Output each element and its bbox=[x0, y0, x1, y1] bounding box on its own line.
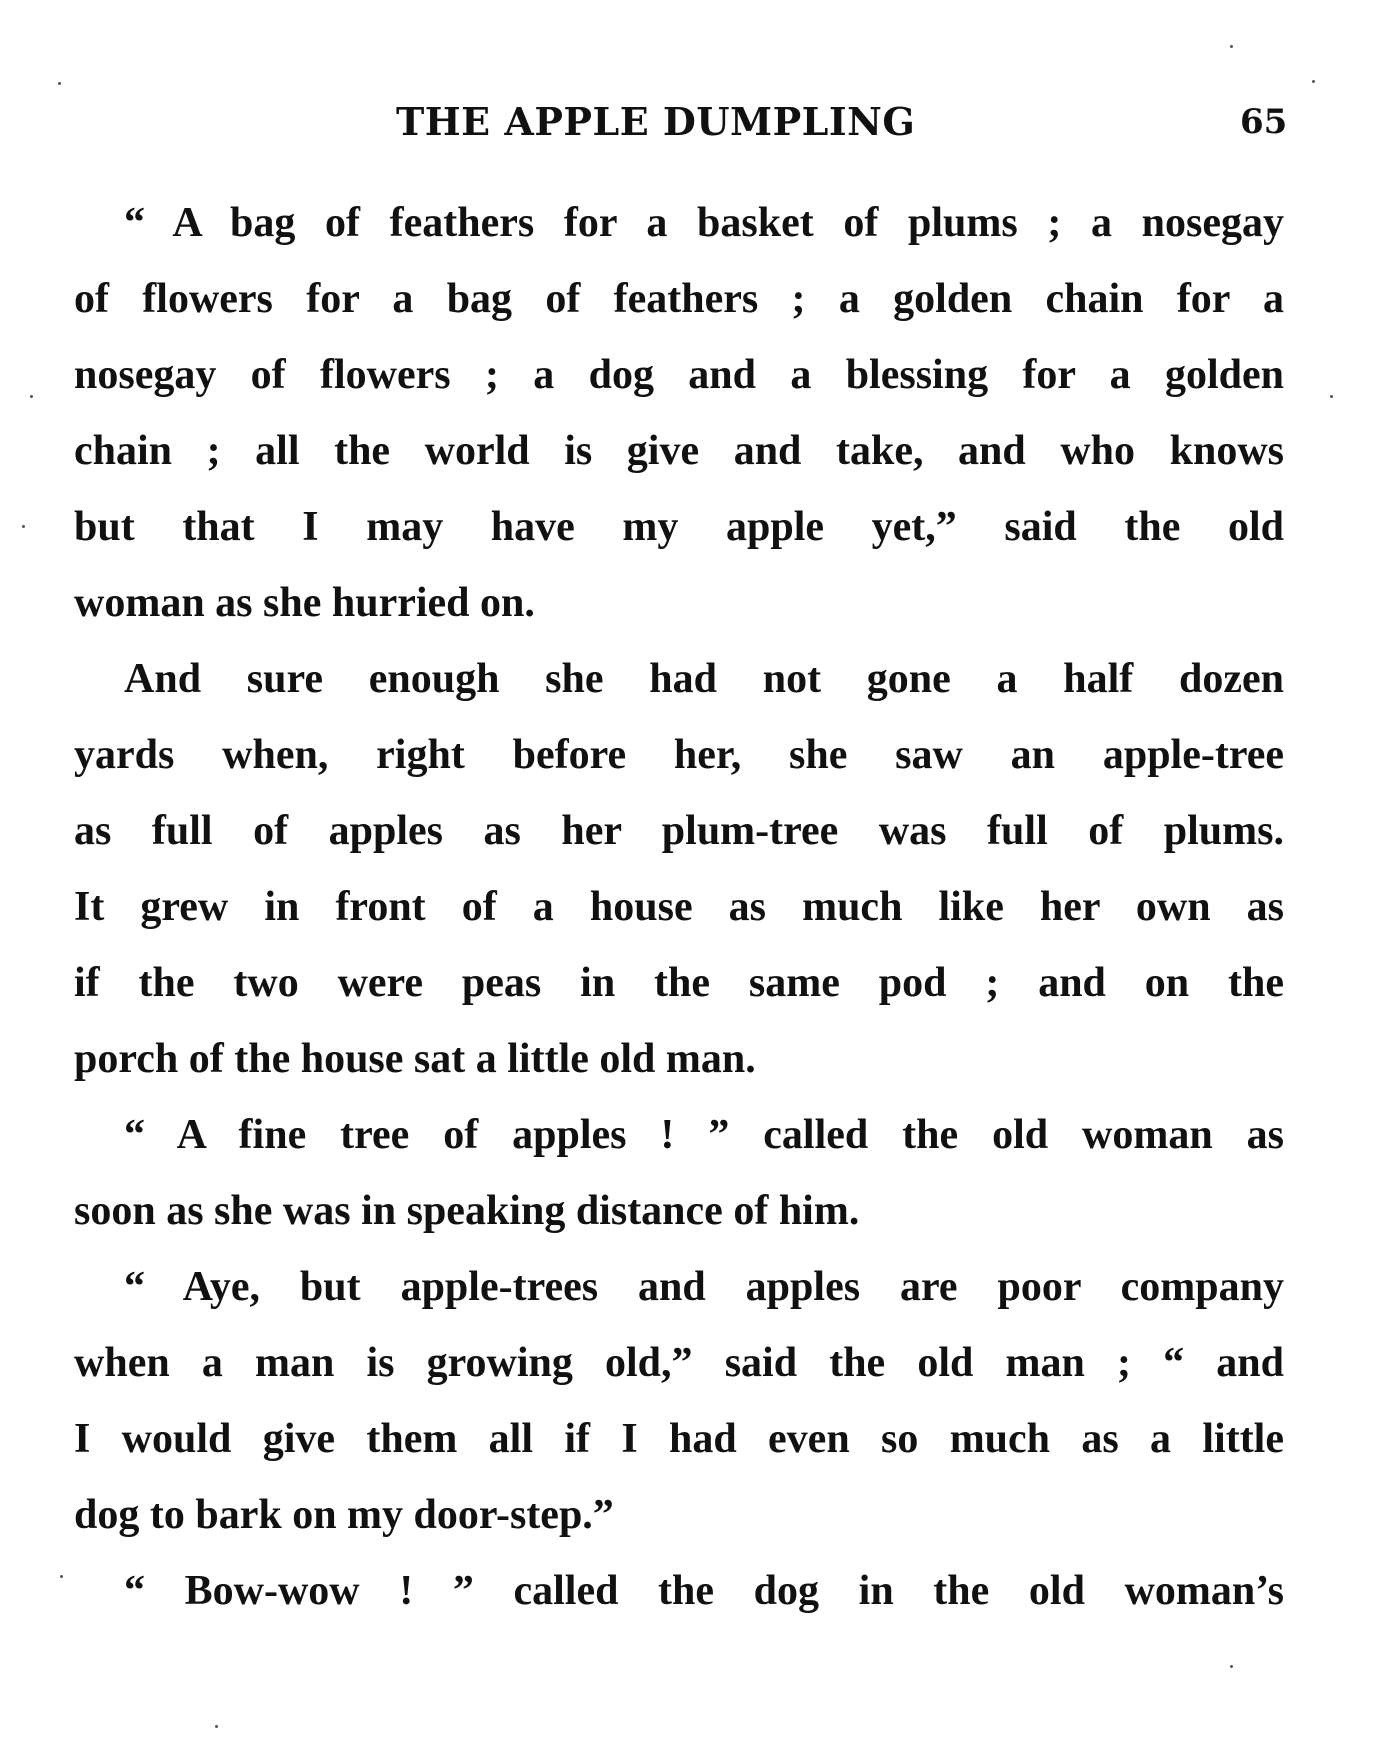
paragraph-1 bbox=[74, 185, 1284, 641]
body-text bbox=[74, 185, 1284, 1629]
scan-speck bbox=[58, 82, 61, 85]
scan-speck bbox=[22, 525, 25, 528]
text-line: “ A fine tree of apples ! ” called the old woman as bbox=[124, 1112, 1284, 1158]
text-line: “ Aye, but apple-trees and apples are poor company bbox=[124, 1264, 1284, 1310]
text-line: woman as she hurried on. bbox=[74, 580, 535, 626]
text-line: as full of apples as her plum-tree was full of plums. bbox=[74, 808, 1284, 854]
text-line: “ A bag of feathers for a basket of plums ; a nosegay bbox=[124, 200, 1284, 246]
text-line: And sure enough she had not gone a half dozen bbox=[124, 656, 1284, 702]
text-line: It grew in front of a house as much like her own as bbox=[74, 884, 1284, 930]
scan-speck bbox=[1230, 1665, 1233, 1668]
running-title: THE APPLE DUMPLING bbox=[396, 99, 916, 144]
page-number: 65 bbox=[1240, 102, 1288, 142]
running-head bbox=[0, 92, 1383, 152]
text-line: of flowers for a bag of feathers ; a golden chain for a bbox=[74, 276, 1284, 322]
scan-speck bbox=[60, 1575, 63, 1578]
text-line: but that I may have my apple yet,” said the old bbox=[74, 504, 1284, 550]
text-line: yards when, right before her, she saw an apple-tree bbox=[74, 732, 1284, 778]
text-line: porch of the house sat a little old man. bbox=[74, 1036, 756, 1082]
scan-speck bbox=[215, 1725, 218, 1728]
scan-speck bbox=[1230, 45, 1233, 48]
scan-speck bbox=[1312, 80, 1315, 83]
text-line: chain ; all the world is give and take, and who knows bbox=[74, 428, 1284, 474]
text-line: nosegay of flowers ; a dog and a blessing for a golden bbox=[74, 352, 1284, 398]
paragraph-5 bbox=[74, 1553, 1284, 1629]
paragraph-2 bbox=[74, 641, 1284, 1097]
text-line: when a man is growing old,” said the old man ; “ and bbox=[74, 1340, 1284, 1386]
text-line: if the two were peas in the same pod ; and on the bbox=[74, 960, 1284, 1006]
text-line: I would give them all if I had even so much as a little bbox=[74, 1416, 1284, 1462]
scan-speck bbox=[1330, 395, 1333, 398]
paragraph-4 bbox=[74, 1249, 1284, 1553]
text-line: dog to bark on my door-step.” bbox=[74, 1492, 614, 1538]
paragraph-3 bbox=[74, 1097, 1284, 1249]
scan-speck bbox=[30, 395, 33, 398]
text-line: “ Bow-wow ! ” called the dog in the old woman’s bbox=[124, 1568, 1284, 1614]
text-line: soon as she was in speaking distance of him. bbox=[74, 1188, 860, 1234]
